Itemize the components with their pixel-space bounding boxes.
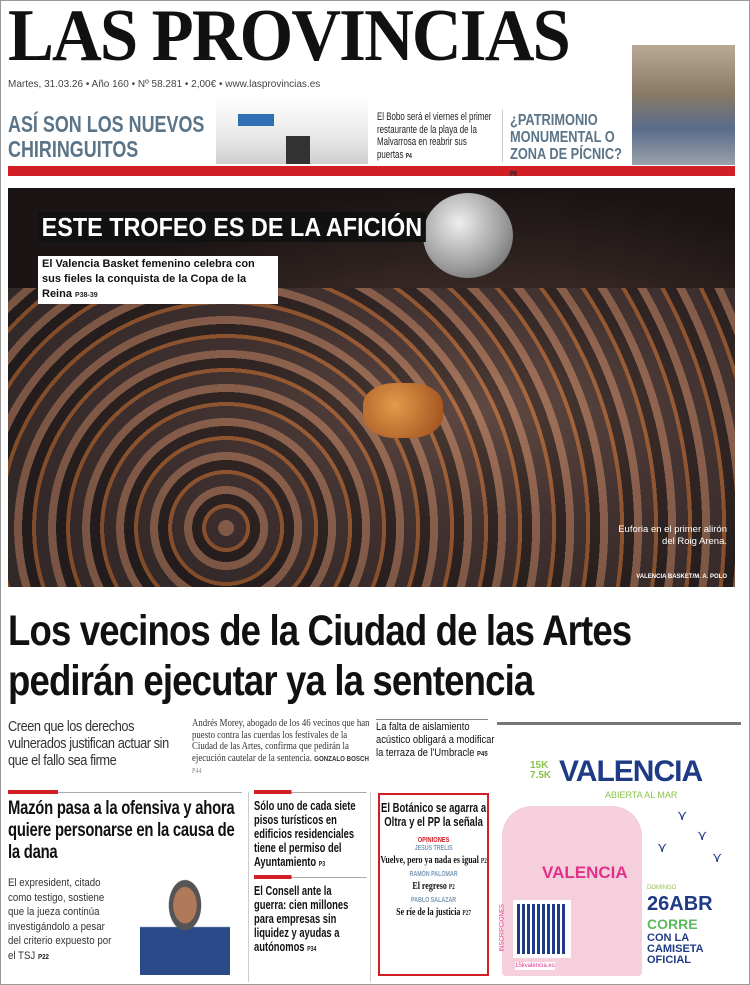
photo-subtitle-text: El Valencia Basket femenino celebra con sus fieles la conquista de la Copa de la Reina xyxy=(42,258,255,300)
brief-text: El Consell ante la guerra: cien millones para empresas sin liquidez y ayudas a autónomos xyxy=(254,884,349,954)
qr-label: INSCRIPCIONES xyxy=(499,904,506,952)
ad-tagline: ABIERTA AL MAR xyxy=(605,790,678,800)
teaser-bobo[interactable] xyxy=(377,111,492,163)
opinion-content xyxy=(380,801,487,919)
page-ref: P4 xyxy=(405,152,412,160)
ad-cta: CORRE xyxy=(647,916,698,932)
ad-brand: VALENCIA xyxy=(559,755,703,788)
main-photo[interactable] xyxy=(8,188,735,587)
divider xyxy=(376,719,488,720)
page-ref: P2 xyxy=(448,883,455,891)
page-ref: P8 xyxy=(510,171,517,178)
ad-cta-sub: CON LA CAMISETA OFICIAL xyxy=(647,932,704,966)
page-ref: P27 xyxy=(462,909,471,917)
column-briefs xyxy=(254,792,367,957)
photo-credit: VALENCIA BASKET/M. A. POLO xyxy=(636,574,727,580)
ad-day: DOMINGO xyxy=(647,885,677,891)
opinion-item[interactable] xyxy=(380,881,487,893)
brief-text: Sólo uno de cada siete pisos turísticos en edificios residenciales tiene el permiso del Ayuntamiento xyxy=(254,799,356,869)
ad-distances: 15K 7.5K xyxy=(530,760,552,781)
opinion-label: OPINIONES xyxy=(417,835,450,844)
lead-deck: Creen que los derechos vulnerados justifican actuar sin que el fallo sea firme xyxy=(8,718,169,769)
teaser-patrimonio[interactable] xyxy=(510,112,630,183)
page-ref: P44 xyxy=(192,767,202,775)
bird-icon: ⋎ xyxy=(657,839,668,855)
opinion-author: RAMÓN PALOMAR xyxy=(409,871,458,878)
opinion-author: PABLO SALAZAR xyxy=(411,897,457,904)
opinion-title: Se ríe de la justicia xyxy=(396,907,461,918)
mazon-headline: Mazón pasa a la ofensiva y ahora quiere personarse en la causa de la dana xyxy=(8,798,235,863)
page-ref: P3 xyxy=(318,861,326,868)
page-ref: P22 xyxy=(37,953,49,961)
opinion-headline[interactable]: El Botánico se agarra a Oltra y el PP la señala xyxy=(381,801,487,829)
opinion-author: JESÚS TRELIS xyxy=(414,845,453,852)
teaser-chiringuitos[interactable]: ASÍ SON LOS NUEVOS CHIRINGUITOS xyxy=(8,111,205,162)
page-ref: P45 xyxy=(477,751,488,758)
bird-icon: ⋎ xyxy=(697,827,708,843)
photo-caption: Euforia en el primer alirón del Roig Arena. xyxy=(618,524,727,547)
opinion-title: El regreso xyxy=(412,881,447,892)
brief-pisos[interactable] xyxy=(254,799,367,872)
mazon-portrait xyxy=(140,878,230,975)
mazon-sub-text: El expresident, citado como testigo, sostiene que la jueza continúa investigándolo a pesar del criterio expuesto por el TSJ xyxy=(8,877,112,962)
page-ref: P2 xyxy=(480,857,487,865)
patrimonio-photo[interactable] xyxy=(632,45,735,165)
mazon-sub xyxy=(8,876,118,965)
divider xyxy=(370,792,371,982)
mazon-rule xyxy=(8,792,242,794)
chiringuito-photo xyxy=(216,96,368,164)
bird-icon: ⋎ xyxy=(677,807,688,823)
lead-body-text: Andrés Morey, abogado de los 46 vecinos que han puesto contra las cuerdas los festivales de la Ciudad de las Artes, confirma que pedirán la ejecución cautelar de la sentencia. xyxy=(192,718,370,764)
side-story-text: La falta de aislamiento acústico obligará a modificar la terraza de l'Umbracle xyxy=(376,721,495,759)
lead-headline[interactable]: Los vecinos de la Ciudad de las Artes pedirán ejecutar ya la sentencia xyxy=(8,607,632,705)
ad-url: 15kvalencia.es xyxy=(515,963,555,969)
photo-kicker: ESTE TROFEO ES DE LA AFICIÓN xyxy=(38,212,426,242)
page-ref: P34 xyxy=(307,946,317,953)
author: GONZALO BOSCH xyxy=(314,755,369,763)
page-ref: P38-39 xyxy=(75,292,98,299)
qr-code[interactable] xyxy=(513,900,571,958)
red-tab xyxy=(8,790,58,794)
photo-subtitle xyxy=(38,256,278,304)
divider xyxy=(502,110,503,162)
shirt-logo: VALENCIA xyxy=(542,863,628,882)
red-tab xyxy=(254,790,292,794)
lead-body xyxy=(192,718,370,778)
divider xyxy=(248,792,249,982)
ad-date: 26ABR xyxy=(647,893,713,915)
advertisement-15k-valencia[interactable] xyxy=(497,728,741,978)
teaser-patrimonio-text: ¿PATRIMONIO MONUMENTAL O ZONA DE PÍCNIC? xyxy=(510,112,622,163)
brief-consell[interactable] xyxy=(254,884,367,957)
opinion-item[interactable] xyxy=(380,907,487,919)
red-tab xyxy=(254,875,292,879)
divider xyxy=(497,722,741,725)
lead-side-story[interactable] xyxy=(376,721,495,761)
trophy-base-image xyxy=(363,383,443,438)
opinion-box xyxy=(378,793,489,976)
bird-icon: ⋎ xyxy=(712,849,723,865)
teaser-bobo-text: El Bobo será el viernes el primer restaurante de la playa de la Malvarrosa en reabrir sus puertas xyxy=(377,111,492,161)
mazon-story[interactable] xyxy=(8,798,242,864)
masthead-title: LAS PROVINCIAS xyxy=(8,0,569,77)
opinion-title: Vuelve, pero ya nada es igual xyxy=(380,855,479,866)
trophy-image xyxy=(423,193,513,278)
opinion-item[interactable] xyxy=(380,855,487,867)
dateline: Martes, 31.03.26 • Año 160 • Nº 58.281 • 2,00€ • www.lasprovincias.es xyxy=(8,79,321,90)
